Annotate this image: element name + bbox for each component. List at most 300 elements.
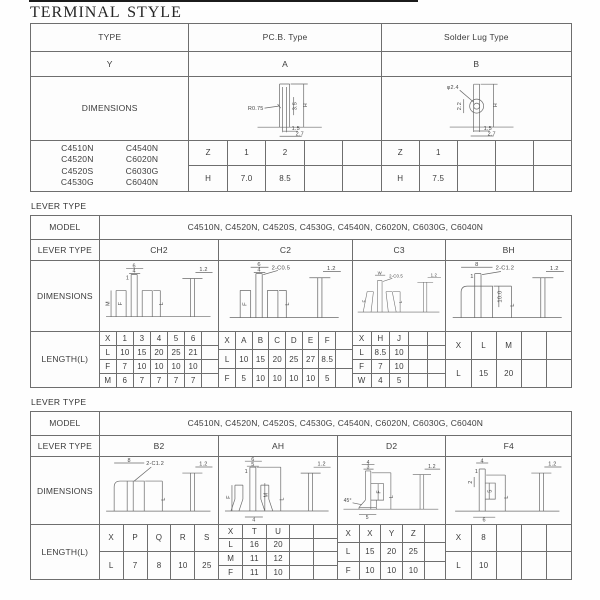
b2-drawing-cell — [99, 457, 219, 523]
table-cell: Z — [402, 525, 424, 542]
table-cell: X — [345, 528, 351, 538]
table-cell: X — [224, 336, 230, 346]
table-cell: L — [228, 540, 233, 550]
dim-label: 1.5 — [483, 126, 492, 133]
table-cell: 15 — [471, 360, 496, 387]
lever-section1-heading: LEVER TYPE — [31, 201, 87, 211]
lever-type-ah: AH — [218, 436, 337, 457]
table-cell — [201, 332, 218, 345]
dim-label: F — [226, 495, 233, 500]
table-row — [100, 551, 219, 579]
table-row — [219, 538, 337, 552]
dim-label: L — [158, 302, 165, 306]
table-row — [100, 373, 219, 387]
table-cell: E — [302, 332, 319, 350]
dim-label: 1.2 — [428, 464, 436, 471]
table-cell: 11 — [242, 566, 266, 579]
table-cell: 12 — [266, 552, 290, 565]
scan-edge-line — [29, 0, 418, 2]
table-cell — [457, 166, 495, 191]
dim-label: 3 — [366, 464, 370, 471]
ch2-drawing-cell — [99, 261, 219, 330]
table-cell — [521, 525, 546, 552]
table-cell: F — [224, 373, 230, 383]
table-cell — [313, 539, 337, 552]
f4-lever-drawing — [446, 457, 571, 523]
table-cell — [496, 525, 521, 552]
table-cell: 7 — [184, 374, 201, 387]
table-cell: 15 — [359, 543, 381, 560]
table-cell — [335, 369, 352, 387]
dim-label: 5 — [488, 489, 495, 494]
table-cell: 10 — [359, 562, 381, 579]
table-cell — [427, 332, 446, 345]
table-cell: 27 — [302, 350, 319, 368]
table-row — [100, 332, 219, 345]
ah-length-table — [219, 525, 337, 579]
header-type: TYPE — [98, 32, 122, 43]
d2-length-table — [338, 525, 446, 579]
table-cell: F — [228, 568, 234, 578]
dim-label: 45° — [343, 498, 352, 505]
code-a: A — [188, 52, 380, 77]
table-cell: F — [318, 332, 335, 350]
dim-label: L — [397, 301, 403, 304]
ah-drawing-cell — [218, 457, 337, 523]
table-cell: H — [397, 174, 404, 184]
table-cell — [408, 374, 427, 387]
table-row — [446, 525, 571, 552]
model-value: C4510N, C4520N, C4520S, C4530G, C4540N, C6020N, C6030G, C6040N — [99, 216, 571, 239]
table-row — [446, 332, 571, 359]
dim-label: 2.7 — [487, 131, 496, 138]
table-cell — [335, 350, 352, 368]
pcb-zh-cell — [188, 141, 380, 191]
table-cell: X — [108, 533, 114, 543]
table-cell: T — [242, 525, 266, 538]
lever-type-label: LEVER TYPE — [37, 245, 93, 256]
table-cell: M — [496, 332, 521, 359]
table-cell: 10 — [170, 552, 194, 579]
solder-zh-table — [382, 141, 571, 191]
page-title: TERMINAL STYLE — [30, 4, 182, 21]
table-cell — [408, 360, 427, 373]
table-cell: Y — [380, 525, 402, 542]
table-cell: F — [359, 361, 365, 371]
table-cell: H — [371, 332, 390, 345]
table-cell: D — [285, 332, 302, 350]
dim-label: 6 — [483, 518, 487, 524]
table-cell: 8.5 — [371, 346, 390, 359]
dim-label: R0.75 — [248, 106, 264, 113]
table-cell: 16 — [242, 539, 266, 552]
dim-label: 1.2 — [317, 462, 327, 469]
model-number: C4540N — [125, 142, 159, 153]
lever-type-table-2 — [30, 411, 572, 580]
code-b: B — [381, 52, 571, 77]
table-cell: 15 — [252, 350, 269, 368]
dim-label: L — [285, 302, 292, 307]
table-cell: 10 — [471, 552, 496, 579]
lever-type-c2: C2 — [218, 240, 352, 261]
dim-label: L — [504, 495, 511, 500]
table-row — [100, 525, 219, 552]
model-label: MODEL — [49, 222, 81, 233]
lever-section2-heading: LEVER TYPE — [31, 397, 87, 407]
table-cell: 3 — [133, 332, 150, 345]
dim-label: 1 — [470, 274, 475, 281]
table-row — [219, 525, 337, 538]
dim-label: 1.2 — [199, 461, 208, 468]
dim-label: 2-C0.5 — [388, 274, 403, 280]
table-cell — [342, 141, 380, 166]
table-cell — [289, 539, 313, 552]
table-cell — [313, 566, 337, 579]
table-cell: C — [268, 332, 285, 350]
table-cell — [533, 141, 571, 166]
table-row — [100, 359, 219, 373]
lever-type-d2: D2 — [337, 436, 446, 457]
model-number: C6040N — [125, 177, 159, 188]
table-cell: L — [224, 354, 230, 364]
bh-drawing-cell — [445, 261, 571, 330]
dim-label: 1.2 — [550, 266, 560, 273]
table-cell — [546, 360, 571, 387]
table-cell: 20 — [496, 360, 521, 387]
dim-label: 2.2 — [456, 102, 463, 111]
table-cell: 8.5 — [265, 166, 303, 191]
dim-label: 2-C1.2 — [496, 265, 515, 272]
ah-length-cell — [218, 525, 337, 579]
model-number: C4520N — [61, 154, 94, 165]
table-cell: 11 — [242, 552, 266, 565]
dim-label: 8 — [127, 458, 131, 465]
table-cell — [546, 525, 571, 552]
table-cell: 21 — [184, 346, 201, 359]
dimensions-label: DIMENSIONS — [36, 485, 93, 496]
table-cell — [304, 166, 342, 191]
table-cell — [546, 552, 571, 579]
table-cell: 25 — [402, 543, 424, 560]
table-cell — [313, 552, 337, 565]
table-cell: 7.0 — [227, 166, 265, 191]
table-cell: 4 — [150, 332, 167, 345]
dim-label: 4 — [132, 268, 136, 275]
table-row — [353, 332, 446, 345]
table-cell: L — [345, 547, 351, 557]
table-cell — [342, 166, 380, 191]
dim-label: 3.5 — [293, 102, 300, 111]
table-cell: 8 — [471, 525, 496, 552]
f4-length-cell — [445, 525, 571, 579]
table-cell: 10 — [302, 369, 319, 387]
dim-label: 6 — [132, 263, 136, 270]
dim-label: 5 — [251, 462, 255, 469]
dim-label: 5 — [365, 515, 369, 522]
table-cell: 4 — [371, 374, 390, 387]
table-row — [353, 345, 446, 359]
table-cell: Q — [147, 525, 171, 552]
table-cell — [408, 332, 427, 345]
table-row — [353, 373, 446, 387]
dim-label: 2-C0.5 — [271, 265, 291, 272]
table-cell: X — [455, 340, 462, 350]
table-cell: 7 — [150, 374, 167, 387]
table-cell: M — [104, 375, 112, 385]
dim-label: 4 — [257, 267, 262, 274]
dim-label: 4 — [481, 458, 485, 465]
table-row — [446, 359, 571, 387]
table-row — [219, 368, 352, 387]
dim-label: 2-C1.2 — [145, 461, 164, 468]
table-cell: 6 — [116, 374, 133, 387]
model-number: C4520S — [61, 165, 94, 176]
dim-label: 1 — [244, 469, 249, 476]
dim-label: L — [510, 303, 517, 308]
table-cell: 7 — [371, 360, 390, 373]
table-row — [219, 551, 337, 565]
header-pcb-type: PC.B. Type — [188, 24, 380, 51]
d2-lever-drawing — [338, 457, 446, 523]
dim-label: 8 — [475, 262, 480, 269]
dim-label: 1.5 — [292, 126, 301, 133]
dim-label: H — [303, 103, 310, 108]
table-row — [382, 141, 571, 166]
table-cell: W — [357, 375, 366, 385]
table-cell: 20 — [266, 539, 290, 552]
table-cell — [533, 166, 571, 191]
table-cell: 1 — [116, 332, 133, 345]
table-cell: 10 — [235, 350, 252, 368]
table-cell: J — [389, 332, 408, 345]
table-cell: 10 — [184, 360, 201, 373]
table-cell: R — [170, 525, 194, 552]
table-cell: 10 — [285, 369, 302, 387]
c2-length-table — [219, 332, 352, 387]
table-cell: P — [123, 525, 147, 552]
dim-label: 1.2 — [327, 266, 336, 273]
table-cell — [495, 141, 533, 166]
table-cell — [546, 332, 571, 359]
table-cell — [427, 346, 446, 359]
ah-lever-drawing — [219, 457, 337, 523]
header-solder-lug-type: Solder Lug Type — [381, 24, 571, 51]
table-cell: X — [359, 525, 381, 542]
lever-type-label: LEVER TYPE — [37, 441, 93, 452]
table-cell: 8 — [147, 552, 171, 579]
model-list — [31, 141, 188, 191]
ch2-lever-drawing — [100, 261, 219, 330]
table-cell: B — [252, 332, 269, 350]
table-row — [189, 165, 380, 191]
table-cell: L — [456, 561, 461, 571]
ch2-length-table — [100, 332, 219, 387]
table-cell: 7 — [133, 374, 150, 387]
dim-label: 10.0 — [497, 291, 504, 304]
table-cell: L — [456, 368, 461, 378]
table-row — [219, 332, 352, 350]
table-cell: 20 — [150, 346, 167, 359]
model-number: C4510N — [61, 142, 94, 153]
table-cell: A — [235, 332, 252, 350]
table-cell: 10 — [252, 369, 269, 387]
dim-label: 1 — [125, 275, 129, 282]
table-cell — [496, 552, 521, 579]
table-cell — [521, 360, 546, 387]
table-cell — [408, 346, 427, 359]
code-y: Y — [106, 59, 113, 70]
table-cell: X — [227, 526, 234, 536]
dim-label: 2.7 — [296, 132, 305, 139]
table-cell — [201, 346, 218, 359]
table-cell — [427, 374, 446, 387]
table-cell: X — [105, 333, 111, 343]
table-row — [446, 551, 571, 579]
table-cell — [521, 332, 546, 359]
table-cell: 20 — [380, 543, 402, 560]
bh-lever-drawing — [446, 261, 571, 330]
table-cell: X — [358, 333, 365, 343]
table-cell: H — [205, 174, 212, 184]
table-cell: 10 — [380, 562, 402, 579]
bh-length-table — [446, 332, 571, 387]
model-number: C6030G — [125, 165, 159, 176]
c2-drawing-cell — [218, 261, 352, 330]
table-cell — [289, 525, 313, 538]
dim-label: F — [117, 302, 124, 306]
dim-label: 1.2 — [548, 461, 557, 468]
table-cell: Z — [205, 148, 211, 158]
dim-label: L — [389, 495, 396, 499]
table-cell: 25 — [285, 350, 302, 368]
table-cell: 20 — [268, 350, 285, 368]
c3-lever-drawing — [353, 261, 446, 330]
table-cell — [427, 360, 446, 373]
ch2-length-cell — [99, 332, 219, 387]
table-cell: 6 — [184, 332, 201, 345]
table-cell: F — [105, 361, 111, 371]
lever-type-b2: B2 — [99, 436, 219, 457]
c2-lever-drawing — [219, 261, 352, 330]
dim-label: 4 — [252, 517, 256, 524]
pcb-terminal-drawing — [189, 77, 380, 139]
table-cell: 8.5 — [318, 350, 335, 368]
lever-type-f4: F4 — [445, 436, 571, 457]
table-cell: M — [227, 554, 235, 564]
solder-drawing-cell — [381, 77, 571, 139]
terminal-style-table — [30, 23, 572, 192]
table-cell — [201, 360, 218, 373]
table-cell: S — [194, 525, 218, 552]
table-cell — [495, 166, 533, 191]
dim-label: 1.2 — [199, 267, 208, 274]
table-cell: X — [455, 533, 462, 543]
b2-length-table — [100, 525, 219, 579]
d2-drawing-cell — [337, 457, 446, 523]
model-label: MODEL — [49, 418, 81, 429]
table-cell: 1 — [419, 141, 457, 166]
length-label: LENGTH(L) — [41, 546, 89, 557]
table-cell: 10 — [150, 360, 167, 373]
dim-label: H — [492, 103, 499, 108]
c3-drawing-cell — [352, 261, 446, 330]
table-cell — [424, 562, 446, 579]
dim-label: M — [263, 493, 270, 498]
pcb-drawing-cell — [188, 77, 380, 139]
table-cell: 5 — [389, 374, 408, 387]
table-cell: 7.5 — [419, 166, 457, 191]
model-number: C4530G — [60, 177, 94, 188]
table-cell: 5 — [318, 369, 335, 387]
table-cell: 10 — [116, 346, 133, 359]
dim-label: 6 — [251, 457, 255, 464]
dim-label: 4 — [366, 460, 370, 467]
length-label: LENGTH(L) — [41, 354, 89, 365]
table-cell: 15 — [133, 346, 150, 359]
table-row — [382, 165, 571, 191]
table-row — [100, 345, 219, 359]
table-row — [338, 561, 446, 579]
table-cell: 7 — [116, 360, 133, 373]
c3-length-cell — [352, 332, 446, 387]
lever-type-c3: C3 — [352, 240, 446, 261]
table-cell — [313, 525, 337, 538]
lever-type-bh: BH — [445, 240, 571, 261]
table-cell: 7 — [123, 552, 147, 579]
table-cell: Z — [397, 148, 403, 158]
d2-length-cell — [337, 525, 446, 579]
dim-label: φ2.4 — [446, 85, 459, 92]
bh-length-cell — [445, 332, 571, 387]
table-cell — [335, 332, 352, 350]
table-cell — [289, 566, 313, 579]
table-cell — [304, 141, 342, 166]
table-cell: 1 — [227, 141, 265, 166]
dim-label: 6 — [257, 262, 262, 269]
table-cell: 10 — [167, 360, 184, 373]
dim-label: F — [361, 300, 367, 303]
table-cell: 10 — [389, 346, 408, 359]
table-cell: 2 — [265, 141, 303, 166]
table-cell — [424, 543, 446, 560]
table-cell: U — [266, 525, 290, 538]
dim-label: W — [377, 270, 382, 276]
lever-type-ch2: CH2 — [99, 240, 219, 261]
table-cell — [424, 525, 446, 542]
table-cell — [457, 141, 495, 166]
table-cell: 7 — [167, 374, 184, 387]
table-cell: 25 — [194, 552, 218, 579]
f4-length-table — [446, 525, 571, 579]
dim-label: 2 — [468, 480, 475, 485]
table-cell: 5 — [167, 332, 184, 345]
table-cell: L — [471, 332, 496, 359]
c2-length-cell — [218, 332, 352, 387]
table-cell: L — [105, 347, 111, 357]
table-cell — [201, 374, 218, 387]
table-cell — [289, 552, 313, 565]
table-cell: F — [345, 565, 351, 575]
c3-length-table — [353, 332, 446, 387]
table-cell: 5 — [235, 369, 252, 387]
model-value: C4510N, C4520N, C4520S, C4530G, C4540N, C6020N, C6030G, C6040N — [99, 412, 571, 435]
dim-label: L — [160, 497, 167, 502]
table-cell: L — [359, 347, 364, 357]
dimensions-label: DIMENSIONS — [36, 291, 93, 302]
table-cell: 10 — [389, 360, 408, 373]
model-number: C6020N — [125, 154, 159, 165]
table-row — [338, 542, 446, 560]
